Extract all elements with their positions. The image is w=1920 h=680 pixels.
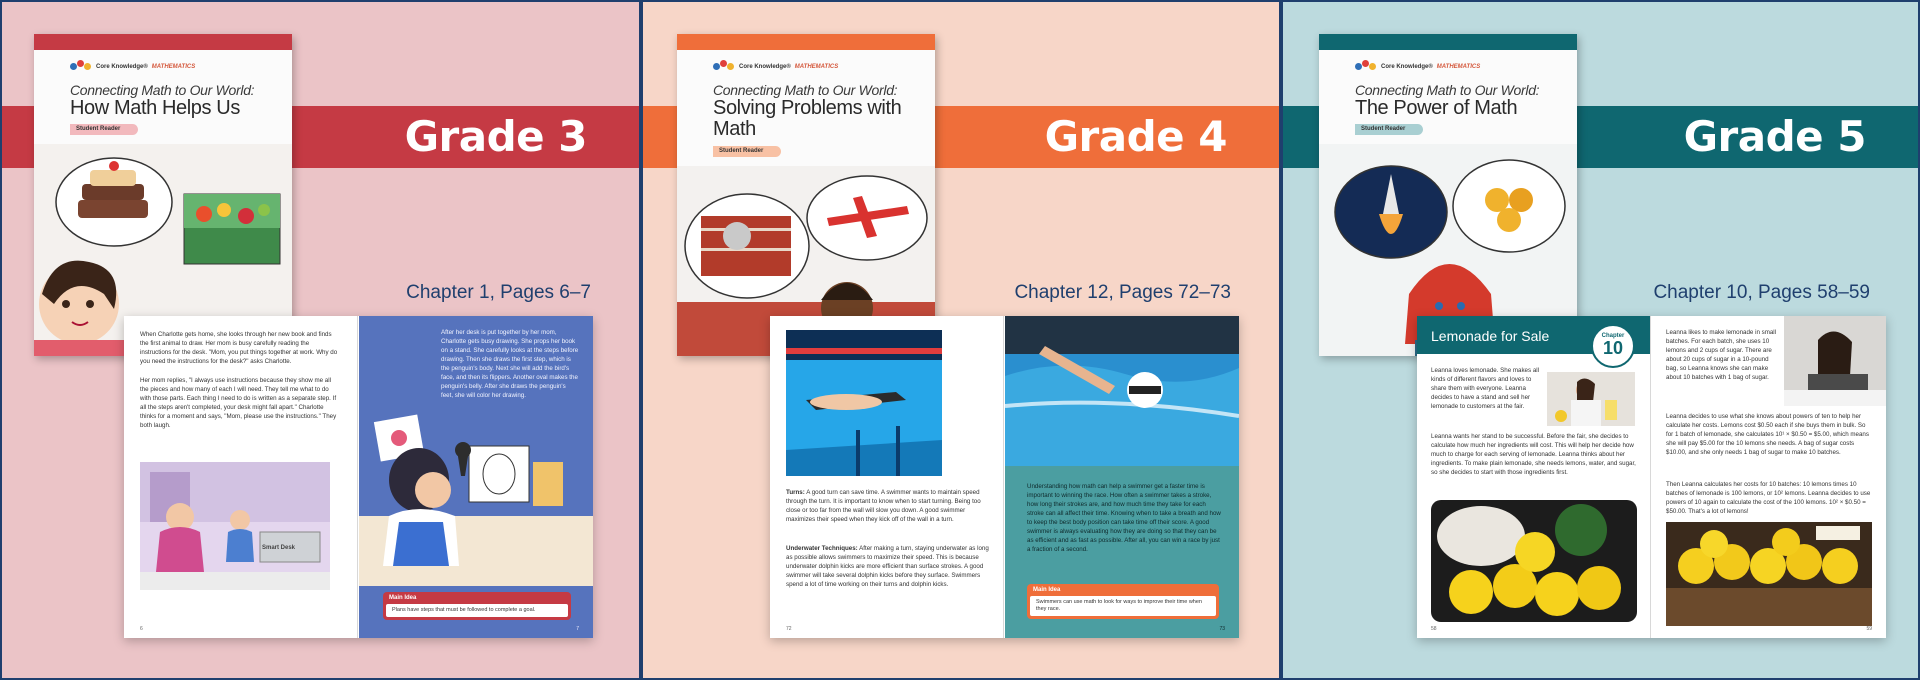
underwater-paragraph: [786, 544, 990, 589]
left-page-paragraph-1: When Charlotte gets home, she looks through her new book and finds the first animal to draw. Her mom is busy carefully reading the instructions for the desk. "Mom, you put things together at work. Why do you need the instructions for the desk?" asks Charlotte.: [140, 331, 338, 365]
logo-subject: MATHEMATICS: [151, 64, 196, 70]
left-page: [1417, 316, 1651, 638]
grade-5-label: Grade 5: [1683, 112, 1866, 161]
left-page-paragraph-2: Leanna wants her stand to be successful. Before the fair, she decides to calculate how much her ingredients will cost. This will help her decide how much to charge for each serving of lemonade. Leanna thinks about her ingredients. To make plain lemonade, she needs lemons, water, and sugar, so she decides to start with those ingredients first.: [1431, 433, 1636, 476]
grade-3-panel: [0, 0, 641, 680]
underwater-text: After making a turn, staying underwater as long as possible allows swimmers to maximize their speed. This is because underwater dolphin kicks are more efficient than surface strokes. A good swimmer will take several dolphin kicks before they surface. Swimmers spend a lot of time working on their turns and dolphin kicks.: [786, 545, 989, 588]
logo-subject: MATHEMATICS: [1436, 64, 1481, 70]
cover-book-title: How Math Helps Us: [70, 97, 240, 119]
cover-top-bar: [677, 34, 935, 50]
logo-figures-icon: [70, 60, 92, 74]
turns-heading: Turns:: [786, 489, 805, 496]
grade-5-book-cover[interactable]: [1319, 34, 1577, 356]
logo-subject: MATHEMATICS: [794, 64, 839, 70]
left-page-number: 58: [1431, 626, 1437, 632]
logo-brand: Core Knowledge®: [739, 64, 791, 70]
grade-5-chapter-caption: Chapter 10, Pages 58–59: [1653, 282, 1870, 303]
grade-3-label: Grade 3: [404, 112, 587, 161]
grade-4-label: Grade 4: [1044, 112, 1227, 161]
core-knowledge-logo: [713, 60, 838, 74]
cover-student-reader-tag: Student Reader: [1355, 124, 1423, 135]
right-page-paragraph-2: Leanna decides to use what she knows about powers of ten to help her calculate her costs. Lemons cost $0.50 each if she buys them in bulk. So for 1 batch of lemonade, she calculates 10¹ × $0.50 = $5.00, which means she will pay $5.00 for the 10 lemons she needs. A bag of sugar costs $10.00, and she only needs 1 bag of sugar to make 10 batches.: [1666, 413, 1869, 456]
right-page-number: 7: [576, 626, 579, 632]
grade-3-book-cover[interactable]: [34, 34, 292, 356]
right-page-paragraph: Understanding how math can help a swimmer get a faster time is important to winning the race. How often a swimmer takes a stroke, how long their strokes are, and how much time they take for each stroke can all affect their time. Knowing when to take a breath and how to keep the best body position can take time off their score. A good swimmer is always evaluating how they are doing so that they can be as efficient and as fast as possible. After all, you can win a race by just a fraction of a second.: [1027, 483, 1221, 553]
grade-4-panel: [641, 0, 1281, 680]
turns-paragraph: [786, 488, 990, 524]
main-idea-title: Main Idea: [1033, 587, 1061, 593]
logo-brand: Core Knowledge®: [96, 64, 148, 70]
mother-daughter-desk-illustration: [140, 462, 330, 590]
left-page-paragraph-2: Her mom replies, "I always use instructions because they show me all the pieces and how many of each I will need. They tell me what to do with those parts. Each thing I need to do is written as a separate step. If all the steps aren't completed, your desk might fall apart." Charlotte thinks for a moment and says, "Mom, please use the instructions." They both laugh.: [140, 377, 337, 429]
cover-top-bar: [34, 34, 292, 50]
grade-4-book-spread[interactable]: [770, 316, 1239, 638]
cover-student-reader-tag: Student Reader: [70, 124, 138, 135]
main-idea-title: Main Idea: [389, 595, 417, 601]
cover-student-reader-tag: Student Reader: [713, 146, 781, 157]
right-page-paragraph: After her desk is put together by her mom, Charlotte gets busy drawing. She props her book on a stand. She carefully looks at the steps before drawing. Then she draws the first step, which is the penguin's body. Next she will add the bird's face, and then its flippers. Another oval makes the penguin's belly. After she draws the penguin's feet, she will color her drawing.: [441, 329, 579, 399]
underwater-heading: Underwater Techniques:: [786, 545, 858, 552]
grade-3-chapter-caption: Chapter 1, Pages 6–7: [406, 282, 591, 303]
right-page-number: 59: [1866, 626, 1872, 632]
girl-with-lemonade-photo: [1547, 372, 1635, 426]
grade-5-panel: [1281, 0, 1920, 680]
right-page-paragraph-3: Then Leanna calculates her costs for 10 batches: 10 lemons times 10 batches of lemonade is 100 lemons, or 10² lemons. Leanna decides to use powers of 10 again to calculate the cost of the 100 lemons. 10² × $0.50 = $50.00. That's a lot of lemons!: [1666, 481, 1871, 515]
right-page-paragraph-1: Leanna likes to make lemonade in small batches. For each batch, she uses 10 lemons and 2 cups of sugar. There are about 20 cups of sugar in a 10-pound bag, so Leanna knows she can make about 10 batches with 1 bag of sugar.: [1666, 329, 1777, 381]
core-knowledge-logo: [1355, 60, 1480, 74]
left-page-number: 72: [786, 626, 792, 632]
right-page: [359, 316, 593, 638]
swimmer-underwater-photo: [786, 330, 942, 476]
main-idea-box: [1027, 584, 1219, 619]
lemons-and-sugar-photo: [1431, 500, 1637, 622]
cover-book-title: The Power of Math: [1355, 97, 1518, 119]
right-page-number: 73: [1219, 626, 1225, 632]
turns-text: A good turn can save time. A swimmer wants to maintain speed through the turn. It is important to know when to start turning. Being too close or too far from the wall will slow you down. A good swimmer maximizes their speed when they kick off of the wall in a turn.: [786, 489, 981, 523]
main-idea-box: [383, 592, 571, 620]
girl-drawing-illustration: [359, 406, 593, 586]
cover-series-title: Connecting Math to Our World:: [70, 82, 255, 98]
grade-5-book-spread[interactable]: [1417, 316, 1886, 638]
right-page: [1652, 316, 1886, 638]
main-idea-text: Swimmers can use math to look for ways to improve their time when they race.: [1030, 596, 1216, 616]
chapter-badge: [1591, 324, 1635, 368]
girl-calculating-photo: [1784, 316, 1886, 406]
logo-figures-icon: [1355, 60, 1377, 74]
cover-series-title: Connecting Math to Our World:: [1355, 82, 1540, 98]
chapter-number: 10: [1602, 338, 1624, 358]
logo-figures-icon: [713, 60, 735, 74]
logo-brand: Core Knowledge®: [1381, 64, 1433, 70]
left-page-number: 6: [140, 626, 143, 632]
swimmer-surface-photo: [1005, 316, 1239, 466]
core-knowledge-logo: [70, 60, 195, 74]
left-page: [124, 316, 358, 638]
lemon-crate-photo: [1666, 522, 1872, 626]
grade-4-chapter-caption: Chapter 12, Pages 72–73: [1014, 282, 1231, 303]
chapter-word: Chapter: [1601, 333, 1625, 339]
smart-desk-box-label: Smart Desk: [262, 545, 296, 551]
cover-top-bar: [1319, 34, 1577, 50]
left-page: [770, 316, 1004, 638]
grade-3-book-spread[interactable]: [124, 316, 593, 638]
chapter-title: Lemonade for Sale: [1431, 328, 1550, 344]
grade-4-book-cover[interactable]: [677, 34, 935, 356]
left-page-paragraph-1: Leanna loves lemonade. She makes all kinds of different flavors and loves to share them with everyone. Leanna decides to have a stand and sell her lemonade to customers at the fair.: [1431, 367, 1540, 410]
cover-series-title: Connecting Math to Our World:: [713, 82, 898, 98]
cover-book-title: Solving Problems with Math: [713, 97, 902, 140]
right-page: [1005, 316, 1239, 638]
main-idea-text: Plans have steps that must be followed to complete a goal.: [386, 604, 568, 617]
